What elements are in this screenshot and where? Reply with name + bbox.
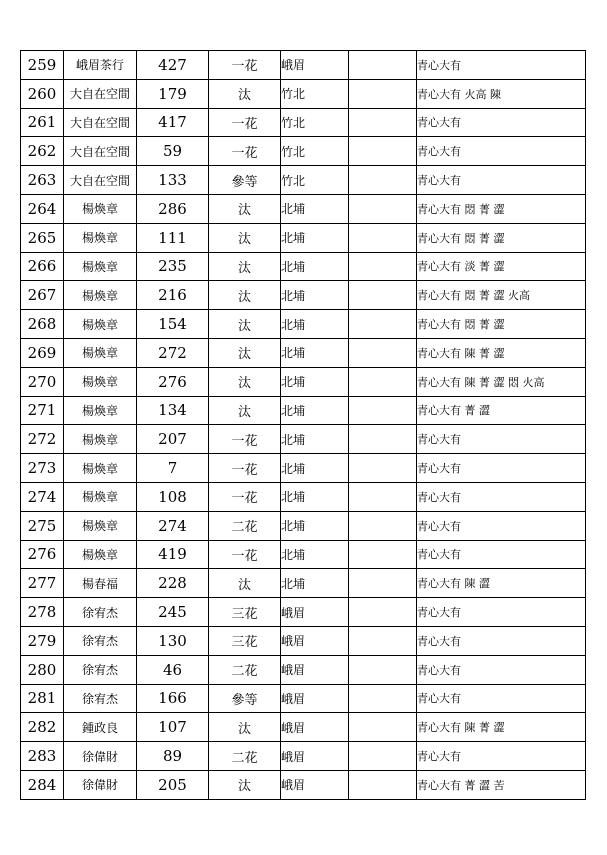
grade: 參等 [209,166,281,195]
blank-cell [349,626,417,655]
blank-cell [349,569,417,598]
grower-name: 徐宥杰 [64,598,137,627]
grade: 汰 [209,223,281,252]
location: 竹北 [281,137,349,166]
grade: 一花 [209,51,281,80]
variety-notes: 青心大有 陳 菁 澀 [417,338,586,367]
blank-cell [349,367,417,396]
location: 北埔 [281,425,349,454]
blank-cell [349,655,417,684]
entry-number: 260 [21,79,64,108]
table-row [21,742,586,771]
blank-cell [349,281,417,310]
location: 北埔 [281,281,349,310]
grower-name: 大自在空間 [64,166,137,195]
table-row [21,166,586,195]
quantity: 235 [137,252,209,281]
blank-cell [349,425,417,454]
location: 北埔 [281,223,349,252]
blank-cell [349,310,417,339]
quantity: 133 [137,166,209,195]
quantity: 228 [137,569,209,598]
table-row [21,598,586,627]
grower-name: 楊春福 [64,569,137,598]
variety-notes: 青心大有 [417,51,586,80]
table-row [21,51,586,80]
blank-cell [349,742,417,771]
table-row [21,626,586,655]
table-row [21,454,586,483]
grower-name: 楊煥章 [64,425,137,454]
table-row [21,770,586,799]
table-row [21,482,586,511]
quantity: 207 [137,425,209,454]
table-row [21,338,586,367]
table-row [21,396,586,425]
entry-number: 278 [21,598,64,627]
entry-number: 262 [21,137,64,166]
quantity: 272 [137,338,209,367]
grower-name: 徐偉財 [64,742,137,771]
location: 北埔 [281,482,349,511]
quantity: 134 [137,396,209,425]
blank-cell [349,482,417,511]
location: 北埔 [281,252,349,281]
table-row [21,540,586,569]
table-row [21,367,586,396]
table-row [21,281,586,310]
location: 竹北 [281,166,349,195]
table-row [21,194,586,223]
blank-cell [349,194,417,223]
blank-cell [349,540,417,569]
location: 峨眉 [281,713,349,742]
grade: 汰 [209,569,281,598]
location: 峨眉 [281,684,349,713]
grade: 汰 [209,252,281,281]
quantity: 205 [137,770,209,799]
quantity: 130 [137,626,209,655]
grade: 二花 [209,655,281,684]
variety-notes: 青心大有 陳 澀 [417,569,586,598]
blank-cell [349,137,417,166]
location: 北埔 [281,367,349,396]
grade: 參等 [209,684,281,713]
quantity: 276 [137,367,209,396]
grade: 汰 [209,338,281,367]
grower-name: 鍾政良 [64,713,137,742]
variety-notes: 青心大有 [417,108,586,137]
location: 峨眉 [281,655,349,684]
blank-cell [349,338,417,367]
variety-notes: 青心大有 火高 陳 [417,79,586,108]
variety-notes: 青心大有 [417,540,586,569]
location: 竹北 [281,108,349,137]
location: 竹北 [281,79,349,108]
entry-number: 268 [21,310,64,339]
variety-notes: 青心大有 陳 菁 澀 悶 火高 [417,367,586,396]
entry-number: 271 [21,396,64,425]
location: 峨眉 [281,51,349,80]
table-row [21,569,586,598]
quantity: 7 [137,454,209,483]
variety-notes: 青心大有 [417,655,586,684]
entry-number: 272 [21,425,64,454]
grade: 汰 [209,396,281,425]
quantity: 419 [137,540,209,569]
entry-number: 264 [21,194,64,223]
quantity: 89 [137,742,209,771]
grower-name: 徐宥杰 [64,684,137,713]
entry-number: 276 [21,540,64,569]
variety-notes: 青心大有 [417,137,586,166]
grower-name: 徐宥杰 [64,626,137,655]
results-table-body [21,51,586,800]
entry-number: 279 [21,626,64,655]
quantity: 245 [137,598,209,627]
grower-name: 大自在空間 [64,137,137,166]
variety-notes: 青心大有 [417,166,586,195]
variety-notes: 青心大有 菁 澀 [417,396,586,425]
grower-name: 峨眉茶行 [64,51,137,80]
blank-cell [349,166,417,195]
quantity: 154 [137,310,209,339]
table-row [21,511,586,540]
grade: 三花 [209,626,281,655]
blank-cell [349,223,417,252]
blank-cell [349,51,417,80]
grade: 汰 [209,79,281,108]
blank-cell [349,79,417,108]
entry-number: 277 [21,569,64,598]
grower-name: 徐偉財 [64,770,137,799]
entry-number: 270 [21,367,64,396]
entry-number: 273 [21,454,64,483]
entry-number: 280 [21,655,64,684]
variety-notes: 青心大有 [417,454,586,483]
quantity: 107 [137,713,209,742]
table-row [21,223,586,252]
quantity: 59 [137,137,209,166]
quantity: 108 [137,482,209,511]
variety-notes: 青心大有 菁 澀 苦 [417,770,586,799]
table-row [21,310,586,339]
grade: 一花 [209,425,281,454]
grower-name: 楊煥章 [64,454,137,483]
entry-number: 267 [21,281,64,310]
entry-number: 263 [21,166,64,195]
grade: 汰 [209,367,281,396]
variety-notes: 青心大有 [417,425,586,454]
table-row [21,655,586,684]
variety-notes: 青心大有 悶 菁 澀 [417,310,586,339]
blank-cell [349,684,417,713]
table-row [21,79,586,108]
blank-cell [349,108,417,137]
variety-notes: 青心大有 [417,482,586,511]
grower-name: 楊煥章 [64,338,137,367]
grade: 一花 [209,482,281,511]
blank-cell [349,396,417,425]
location: 峨眉 [281,598,349,627]
entry-number: 259 [21,51,64,80]
grower-name: 徐宥杰 [64,655,137,684]
grade: 汰 [209,713,281,742]
grower-name: 楊煥章 [64,194,137,223]
grower-name: 大自在空間 [64,108,137,137]
entry-number: 274 [21,482,64,511]
grade: 三花 [209,598,281,627]
location: 北埔 [281,396,349,425]
grower-name: 楊煥章 [64,252,137,281]
variety-notes: 青心大有 [417,511,586,540]
location: 北埔 [281,511,349,540]
entry-number: 283 [21,742,64,771]
quantity: 417 [137,108,209,137]
blank-cell [349,770,417,799]
grade: 一花 [209,454,281,483]
grower-name: 楊煥章 [64,540,137,569]
entry-number: 265 [21,223,64,252]
location: 峨眉 [281,626,349,655]
quantity: 46 [137,655,209,684]
table-row [21,137,586,166]
blank-cell [349,713,417,742]
grade: 汰 [209,310,281,339]
grade: 一花 [209,137,281,166]
results-table [20,50,586,800]
variety-notes: 青心大有 [417,598,586,627]
quantity: 111 [137,223,209,252]
variety-notes: 青心大有 [417,626,586,655]
blank-cell [349,598,417,627]
table-row [21,425,586,454]
location: 北埔 [281,194,349,223]
grower-name: 大自在空間 [64,79,137,108]
grade: 一花 [209,108,281,137]
entry-number: 261 [21,108,64,137]
grade: 二花 [209,742,281,771]
location: 峨眉 [281,770,349,799]
blank-cell [349,511,417,540]
location: 峨眉 [281,742,349,771]
location: 北埔 [281,310,349,339]
entry-number: 266 [21,252,64,281]
entry-number: 275 [21,511,64,540]
grade: 汰 [209,194,281,223]
grower-name: 楊煥章 [64,482,137,511]
variety-notes: 青心大有 淡 菁 澀 [417,252,586,281]
grower-name: 楊煥章 [64,396,137,425]
entry-number: 281 [21,684,64,713]
grade: 汰 [209,281,281,310]
variety-notes: 青心大有 悶 菁 澀 [417,223,586,252]
location: 北埔 [281,569,349,598]
grower-name: 楊煥章 [64,281,137,310]
grower-name: 楊煥章 [64,310,137,339]
location: 北埔 [281,540,349,569]
quantity: 274 [137,511,209,540]
variety-notes: 青心大有 陳 菁 澀 [417,713,586,742]
grower-name: 楊煥章 [64,511,137,540]
grower-name: 楊煥章 [64,367,137,396]
table-row [21,684,586,713]
quantity: 286 [137,194,209,223]
grade: 一花 [209,540,281,569]
variety-notes: 青心大有 [417,742,586,771]
variety-notes: 青心大有 [417,684,586,713]
entry-number: 269 [21,338,64,367]
location: 北埔 [281,454,349,483]
table-row [21,108,586,137]
quantity: 179 [137,79,209,108]
blank-cell [349,252,417,281]
table-row [21,252,586,281]
blank-cell [349,454,417,483]
entry-number: 284 [21,770,64,799]
quantity: 427 [137,51,209,80]
table-row [21,713,586,742]
variety-notes: 青心大有 悶 菁 澀 [417,194,586,223]
grade: 汰 [209,770,281,799]
quantity: 166 [137,684,209,713]
quantity: 216 [137,281,209,310]
location: 北埔 [281,338,349,367]
entry-number: 282 [21,713,64,742]
variety-notes: 青心大有 悶 菁 澀 火高 [417,281,586,310]
grade: 二花 [209,511,281,540]
grower-name: 楊煥章 [64,223,137,252]
